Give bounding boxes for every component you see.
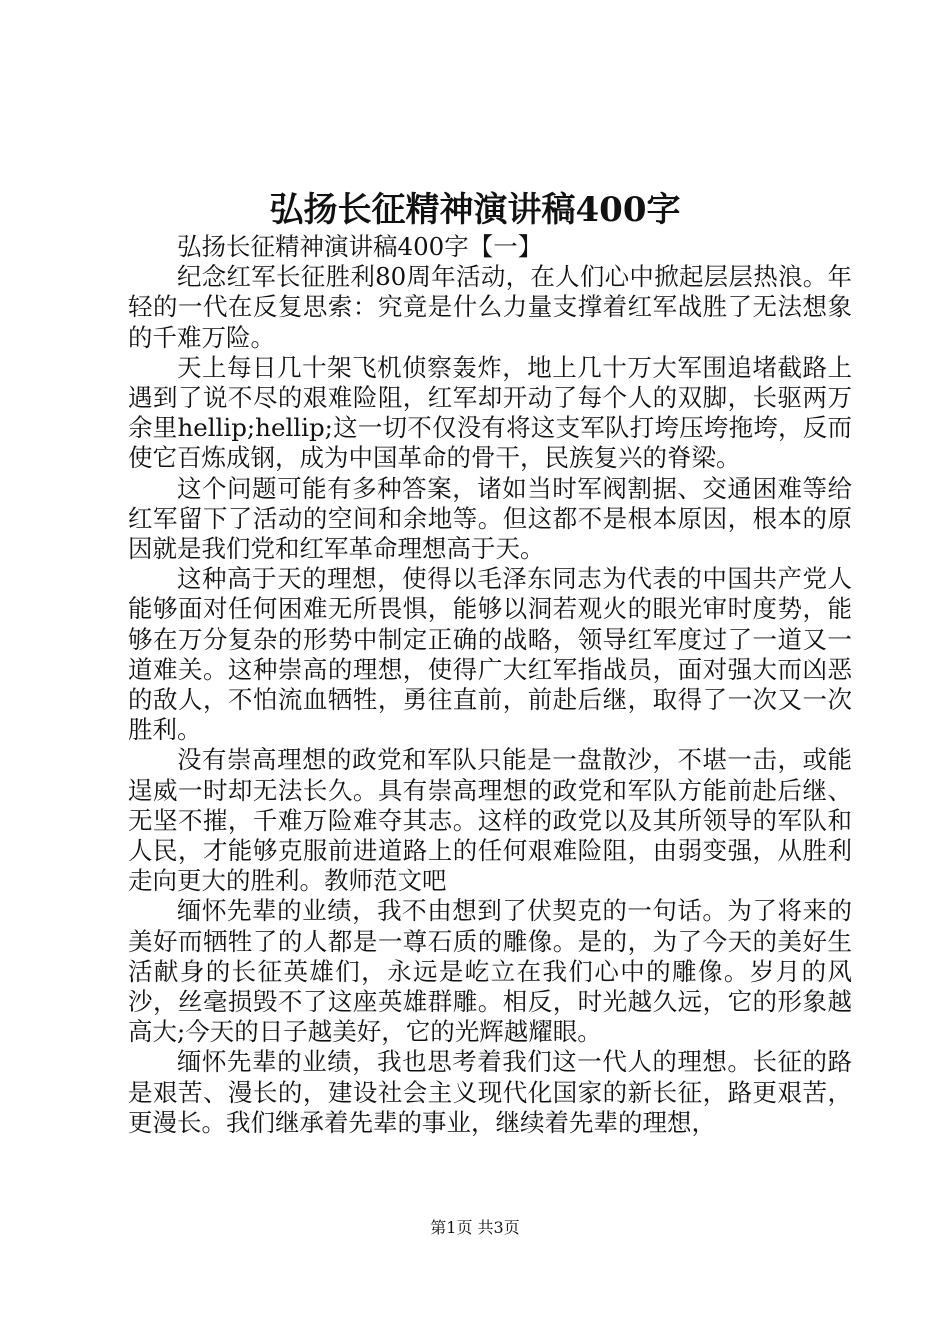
paragraph: 纪念红军长征胜利80周年活动，在人们心中掀起层层热浪。年轻的一代在反复思索：究竟是什么力量支撑着红军战胜了无法想象的千难万险。 bbox=[128, 262, 852, 352]
document-title: 弘扬长征精神演讲稿400字 bbox=[269, 190, 681, 230]
paragraph: 缅怀先辈的业绩，我不由想到了伏契克的一句话。为了将来的美好而牺牲了的人都是一尊石质的雕像。是的，为了今天的美好生活献身的长征英雄们，永远是屹立在我们心中的雕像。岁月的风沙，丝毫损毁不了这座英雄群雕。相反，时光越久远，它的形象越高大;今天的日子越美好，它的光辉越耀眼。 bbox=[128, 896, 852, 1047]
document-body bbox=[128, 232, 852, 1138]
paragraph: 天上每日几十架飞机侦察轰炸，地上几十万大军围追堵截路上遇到了说不尽的艰难险阻，红军却开动了每个人的双脚，长驱两万余里hellip;hellip;这一切不仅没有将这支军队打垮压垮拖垮，反而使它百炼成钢，成为中国革命的骨干，民族复兴的脊梁。 bbox=[128, 352, 852, 473]
paragraph: 缅怀先辈的业绩，我也思考着我们这一代人的理想。长征的路是艰苦、漫长的，建设社会主义现代化国家的新长征，路更艰苦，更漫长。我们继承着先辈的事业，继续着先辈的理想， bbox=[128, 1047, 852, 1137]
paragraph: 这种高于天的理想，使得以毛泽东同志为代表的中国共产党人能够面对任何困难无所畏惧，能够以洞若观火的眼光审时度势，能够在万分复杂的形势中制定正确的战略，领导红军度过了一道又一道难关。这种崇高的理想，使得广大红军指战员，面对强大而凶恶的敌人，不怕流血牺牲，勇往直前，前赴后继，取得了一次又一次胜利。 bbox=[128, 564, 852, 745]
page-footer: 第1页 共3页 bbox=[430, 1218, 520, 1237]
paragraph-subtitle: 弘扬长征精神演讲稿400字【一】 bbox=[177, 232, 543, 261]
paragraph: 没有崇高理想的政党和军队只能是一盘散沙，不堪一击，或能逞威一时却无法长久。具有崇高理想的政党和军队方能前赴后继、无坚不摧，千难万险难夺其志。这样的政党以及其所领导的军队和人民，才能够克服前进道路上的任何艰难险阻，由弱变强，从胜利走向更大的胜利。教师范文吧 bbox=[128, 745, 852, 896]
paragraph: 这个问题可能有多种答案，诸如当时军阀割据、交通困难等给红军留下了活动的空间和余地等。但这都不是根本原因，根本的原因就是我们党和红军革命理想高于天。 bbox=[128, 473, 852, 564]
